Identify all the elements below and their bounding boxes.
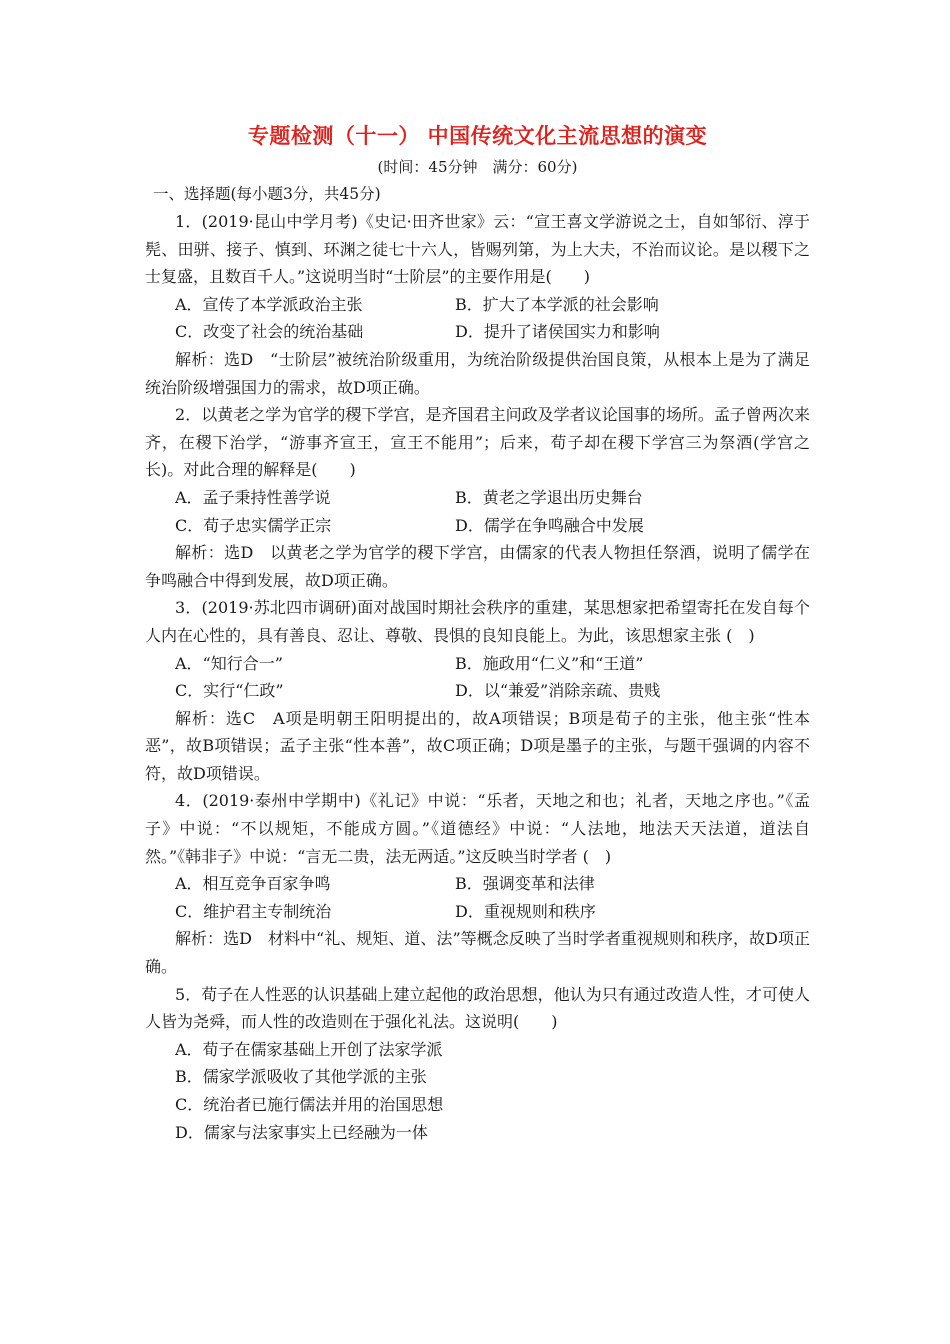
question-1-option-d: D．提升了诸侯国实力和影响 — [455, 322, 660, 342]
question-3-options-row-1 — [145, 650, 810, 678]
question-4-options-row-2 — [145, 898, 810, 926]
question-3-stem: 3．(2019·苏北四市调研)面对战国时期社会秩序的重建，某思想家把希望寄托在发自每个人内在心性的，具有善良、忍让、尊敬、畏惧的良知良能上。为此，该思想家主张 ( ) — [145, 598, 810, 645]
question-5-stem: 5．荀子在人性恶的认识基础上建立起他的政治思想，他认为只有通过改造人性，才可使人人皆为尧舜，而人性的改造则在于强化礼法。这说明( ) — [145, 984, 810, 1032]
question-1-option-c: C．改变了社会的统治基础 — [175, 322, 364, 342]
question-3-option-b: B．施政用“仁义”和“王道” — [455, 653, 644, 673]
question-3-option-d: D．以“兼爱”消除亲疏、贵贱 — [455, 681, 661, 701]
question-2-options-row-2 — [145, 512, 810, 540]
question-2-option-b: B．黄老之学退出历史舞台 — [455, 487, 643, 507]
page-title: 专题检测（十一） 中国传统文化主流思想的演变 — [247, 123, 708, 148]
question-2-analysis: 解析：选D 以黄老之学为官学的稷下学宫，由儒家的代表人物担任祭酒，说明了儒学在争鸣融合中得到发展，故D项正确。 — [145, 543, 810, 590]
question-2-stem: 2．以黄老之学为官学的稷下学宫，是齐国君主问政及学者议论国事的场所。孟子曾两次来齐，在稷下治学，“游事齐宣王，宣王不能用”；后来，荀子却在稷下学宫三为祭酒(学宫之长)。对此合理的解释是( ) — [145, 405, 810, 480]
question-3-analysis: 解析：选C A项是明朝王阳明提出的，故A项错误；B项是荀子的主张，他主张“性本恶”，故B项错误；孟子主张“性本善”，故C项正确；D项是墨子的主张，与题干强调的内容不符，故D项错误。 — [145, 708, 810, 783]
question-1-stem: 1．(2019·昆山中学月考)《史记·田齐世家》云：“宣王喜文学游说之士，自如邹衍、淳于髡、田骈、接子、慎到、环渊之徒七十六人，皆赐列第，为上大夫，不治而议论。是以稷下之士复盛，且数百千人。”这说明当时“士阶层”的主要作用是( ) — [145, 212, 810, 287]
question-4-stem: 4．(2019·泰州中学期中)《礼记》中说：“乐者，天地之和也；礼者，天地之序也。”《孟子》中说：“不以规矩，不能成方圆。”《道德经》中说：“人法地，地法天天法道，道法自然。”《韩非子》中说：“言无二贵，法无两适。”这反映当时学者 ( ) — [145, 791, 810, 866]
question-3-option-a: A．“知行合一” — [175, 653, 283, 673]
question-5-option-d: D．儒家与法家事实上已经融为一体 — [175, 1122, 428, 1142]
document-page — [145, 118, 810, 1146]
question-1-options-row-2 — [145, 318, 810, 346]
question-2-option-d: D．儒学在争鸣融合中发展 — [455, 515, 644, 535]
question-4-option-c: C．维护君主专制统治 — [175, 901, 332, 921]
question-4-option-d: D．重视规则和秩序 — [455, 901, 596, 921]
question-5-option-b: B．儒家学派吸收了其他学派的主张 — [175, 1067, 427, 1087]
question-2-options-row-1 — [145, 484, 810, 512]
question-3-option-c: C．实行“仁政” — [175, 681, 284, 701]
question-1-options-row-1 — [145, 291, 810, 319]
question-1-analysis: 解析：选D “士阶层”被统治阶级重用，为统治阶级提供治国良策，从根本上是为了满足统治阶级增强国力的需求，故D项正确。 — [145, 349, 810, 397]
question-2-option-c: C．荀子忠实儒学正宗 — [175, 515, 332, 535]
question-4-analysis: 解析：选D 材料中“礼、规矩、道、法”等概念反映了当时学者重视规则和秩序，故D项正确。 — [145, 929, 810, 977]
question-5-option-a: A．荀子在儒家基础上开创了法家学派 — [175, 1039, 443, 1059]
question-4-options-row-1 — [145, 870, 810, 898]
section-heading: 一、选择题(每小题3分，共45分) — [153, 185, 381, 203]
question-1-option-a: A．宣传了本学派政治主张 — [175, 294, 363, 314]
question-3-options-row-2 — [145, 677, 810, 705]
question-4-option-b: B．强调变革和法律 — [455, 874, 595, 894]
question-1-option-b: B．扩大了本学派的社会影响 — [455, 294, 659, 314]
exam-info: (时间：45分钟 满分：60分) — [377, 158, 578, 176]
question-5-option-c: C．统治者已施行儒法并用的治国思想 — [175, 1095, 444, 1114]
question-2-option-a: A．孟子秉持性善学说 — [175, 487, 331, 507]
question-4-option-a: A．相互竞争百家争鸣 — [175, 874, 331, 894]
